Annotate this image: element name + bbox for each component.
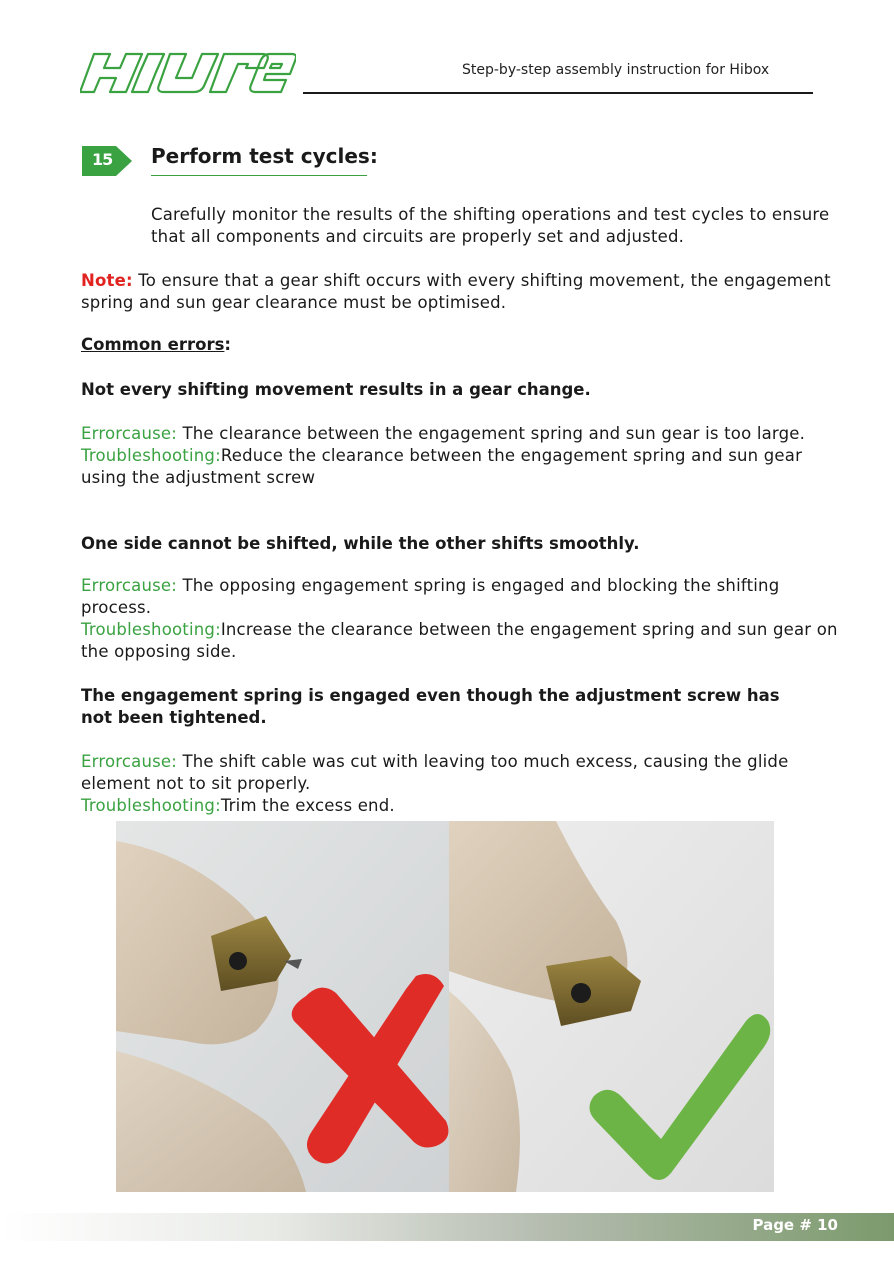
- comparison-photos: [116, 821, 774, 1192]
- error-heading-3: The engagement spring is engaged even though the adjustment screw has not been tightened.: [81, 686, 780, 727]
- error-cause-text: The opposing engagement spring is engaged and blocking the shifting process.: [81, 576, 780, 617]
- correct-example-photo: [449, 821, 774, 1192]
- step-number: 15: [92, 150, 113, 169]
- common-errors-label: Common errors: [81, 335, 225, 354]
- common-errors-heading: [81, 335, 231, 354]
- troubleshooting-label: Troubleshooting:: [81, 796, 221, 815]
- troubleshooting-1: [81, 445, 841, 489]
- error-heading-1: Not every shifting movement results in a gear change.: [81, 380, 591, 399]
- troubleshooting-3: [81, 795, 841, 817]
- common-errors-colon: :: [224, 335, 232, 354]
- error-cause-1: [81, 423, 841, 445]
- troubleshooting-label: Troubleshooting:: [81, 446, 221, 465]
- error-cause-2: [81, 575, 841, 619]
- brand-logo: [80, 52, 296, 94]
- error-block-3: [81, 751, 841, 817]
- note-label: Note:: [81, 271, 133, 290]
- error-cause-label: Errorcause:: [81, 424, 178, 443]
- error-cause-text: The clearance between the engagement spring and sun gear is too large.: [177, 424, 806, 443]
- error-cause-3: [81, 751, 841, 795]
- error-cause-label: Errorcause:: [81, 752, 178, 771]
- error-block-2: [81, 575, 841, 663]
- step-title: Perform test cycles:: [151, 144, 378, 168]
- troubleshooting-text: Reduce the clearance between the engagement spring and sun gear using the adjustment screw: [81, 446, 803, 487]
- step-intro: Carefully monitor the results of the shifting operations and test cycles to ensure that all components and circuits are properly set and adjusted.: [151, 205, 830, 246]
- error-block-1: [81, 423, 841, 489]
- wrong-example-photo: [116, 821, 449, 1192]
- note-text: To ensure that a gear shift occurs with every shifting movement, the engagement spring and sun gear clearance must be optimised.: [81, 271, 831, 312]
- troubleshooting-2: [81, 619, 841, 663]
- error-cause-label: Errorcause:: [81, 576, 178, 595]
- step-badge: [82, 146, 134, 176]
- note-paragraph: [81, 270, 841, 314]
- error-heading-2: One side cannot be shifted, while the other shifts smoothly.: [81, 534, 640, 553]
- troubleshooting-text: Increase the clearance between the engagement spring and sun gear on the opposing side.: [81, 620, 838, 661]
- header-divider: [303, 92, 813, 94]
- troubleshooting-text: Trim the excess end.: [220, 796, 395, 815]
- document-title: Step-by-step assembly instruction for Hibox: [462, 62, 770, 78]
- page-number: Page # 10: [752, 1216, 838, 1234]
- troubleshooting-label: Troubleshooting:: [81, 620, 221, 639]
- error-cause-text: The shift cable was cut with leaving too much excess, causing the glide element not to sit properly.: [81, 752, 789, 793]
- step-title-underline: [151, 175, 367, 176]
